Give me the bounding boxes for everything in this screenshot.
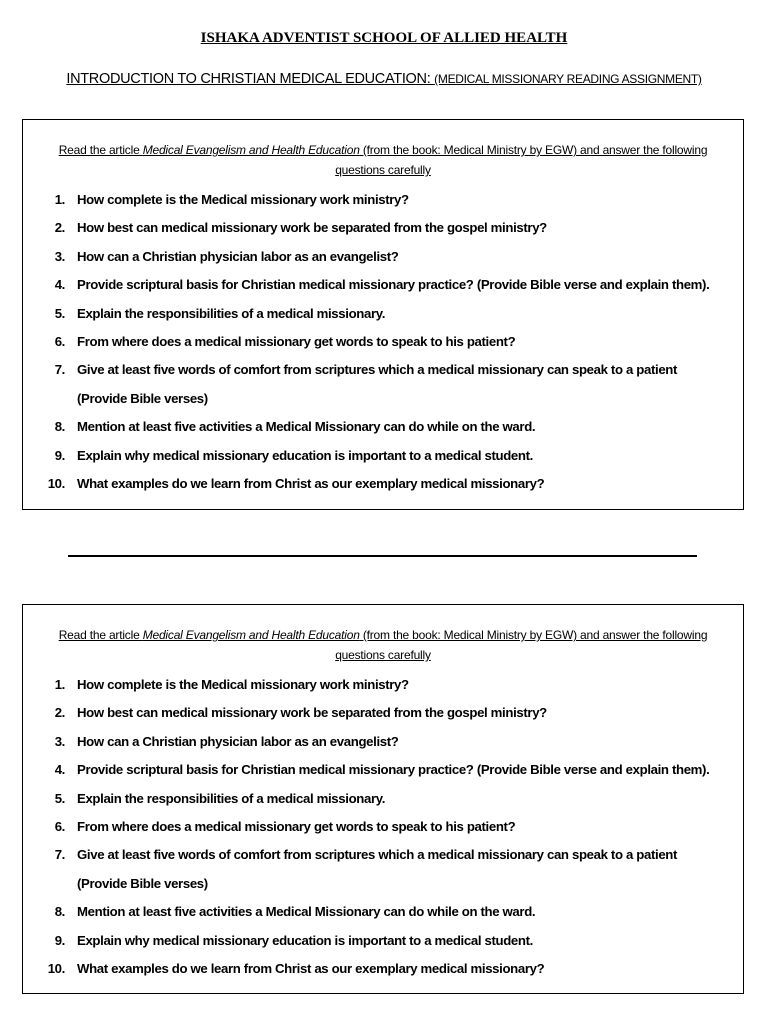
course-title-subtitle: (MEDICAL MISSIONARY READING ASSIGNMENT): [434, 72, 702, 86]
question-item: [23, 470, 743, 498]
question-list: [23, 186, 743, 498]
question-text: How complete is the Medical missionary work ministry?: [77, 677, 409, 692]
question-item: [23, 813, 743, 841]
question-text: How can a Christian physician labor as an evangelist?: [77, 733, 399, 749]
question-text: Explain the responsibilities of a medical missionary.: [77, 790, 386, 806]
question-text: What examples do we learn from Christ as our exemplary medical missionary?: [77, 961, 545, 977]
question-number: 6.: [54, 819, 65, 835]
question-text: Provide scriptural basis for Christian medical missionary practice? (Provide Bible verse and explain them).: [77, 762, 710, 778]
question-text: How best can medical missionary work be separated from the gospel ministry?: [77, 705, 547, 721]
question-item: [23, 955, 743, 983]
instructions-suffix: (from the book: Medical Ministry by EGW) and answer the following questions carefully: [335, 628, 708, 662]
question-text-continued: (Provide Bible verses): [77, 875, 208, 891]
question-item: [23, 243, 743, 271]
course-title-main: INTRODUCTION TO CHRISTIAN MEDICAL EDUCATION:: [66, 71, 435, 87]
question-text: How best can medical missionary work be separated from the gospel ministry?: [77, 220, 547, 236]
question-item: [23, 214, 743, 242]
question-text: Explain the responsibilities of a medical missionary.: [77, 305, 386, 321]
question-number: 8.: [54, 419, 65, 435]
question-text: From where does a medical missionary get words to speak to his patient?: [77, 334, 516, 350]
question-number: 6.: [54, 334, 65, 350]
article-title: Medical Evangelism and Health Education: [142, 628, 360, 642]
question-text: Explain why medical missionary education is important to a medical student.: [77, 932, 533, 948]
assignment-box-1: [22, 119, 744, 510]
question-number: 9.: [54, 447, 65, 463]
question-item: [23, 413, 743, 441]
question-text: How can a Christian physician labor as an evangelist?: [77, 248, 399, 264]
separator-line: [68, 555, 697, 557]
question-item: [23, 785, 743, 813]
question-number: 2.: [54, 220, 65, 236]
question-text: Give at least five words of comfort from scriptures which a medical missionary can speak to a patient: [77, 847, 678, 863]
question-text: Mention at least five activities a Medical Missionary can do while on the ward.: [77, 419, 536, 435]
question-item: [23, 699, 743, 727]
question-number: 5.: [54, 790, 65, 806]
question-text: What examples do we learn from Christ as our exemplary medical missionary?: [77, 476, 545, 492]
instructions-prefix: Read the article: [58, 628, 143, 642]
course-title: [0, 70, 768, 87]
question-item: [23, 756, 743, 784]
question-number: 1.: [54, 677, 65, 692]
question-number: 3.: [54, 248, 65, 264]
question-number: 4.: [54, 277, 65, 293]
question-number: 2.: [54, 705, 65, 721]
question-text: How complete is the Medical missionary work ministry?: [77, 192, 409, 207]
question-text-continued: (Provide Bible verses): [77, 390, 208, 406]
article-title: Medical Evangelism and Health Education: [142, 143, 360, 157]
question-item: [23, 442, 743, 470]
instructions-suffix: (from the book: Medical Ministry by EGW) and answer the following questions carefully: [335, 143, 708, 177]
question-number: 5.: [54, 305, 65, 321]
question-item: [23, 898, 743, 926]
question-item: [23, 300, 743, 328]
question-item: [23, 927, 743, 955]
question-item: [23, 356, 743, 413]
assignment-instructions: [41, 625, 725, 665]
question-number: 1.: [54, 192, 65, 207]
question-item: [23, 728, 743, 756]
assignment-box-2: [22, 604, 744, 994]
question-number: 4.: [54, 762, 65, 778]
assignment-instructions: [41, 140, 725, 180]
question-number: 10.: [47, 961, 65, 977]
question-text: Mention at least five activities a Medical Missionary can do while on the ward.: [77, 904, 536, 920]
question-item: [23, 186, 743, 214]
question-item: [23, 271, 743, 299]
question-item: [23, 841, 743, 898]
question-number: 10.: [47, 476, 65, 492]
question-number: 3.: [54, 733, 65, 749]
question-item: [23, 328, 743, 356]
question-text: From where does a medical missionary get words to speak to his patient?: [77, 819, 516, 835]
question-number: 9.: [54, 932, 65, 948]
question-number: 8.: [54, 904, 65, 920]
school-title: ISHAKA ADVENTIST SCHOOL OF ALLIED HEALTH: [200, 30, 568, 46]
question-text: Explain why medical missionary education is important to a medical student.: [77, 447, 533, 463]
question-text: Provide scriptural basis for Christian medical missionary practice? (Provide Bible verse and explain them).: [77, 277, 710, 293]
instructions-prefix: Read the article: [58, 143, 143, 157]
question-number: 7.: [54, 362, 65, 378]
question-number: 7.: [54, 847, 65, 863]
question-list: [23, 671, 743, 983]
question-item: [23, 671, 743, 699]
question-text: Give at least five words of comfort from scriptures which a medical missionary can speak to a patient: [77, 362, 678, 378]
